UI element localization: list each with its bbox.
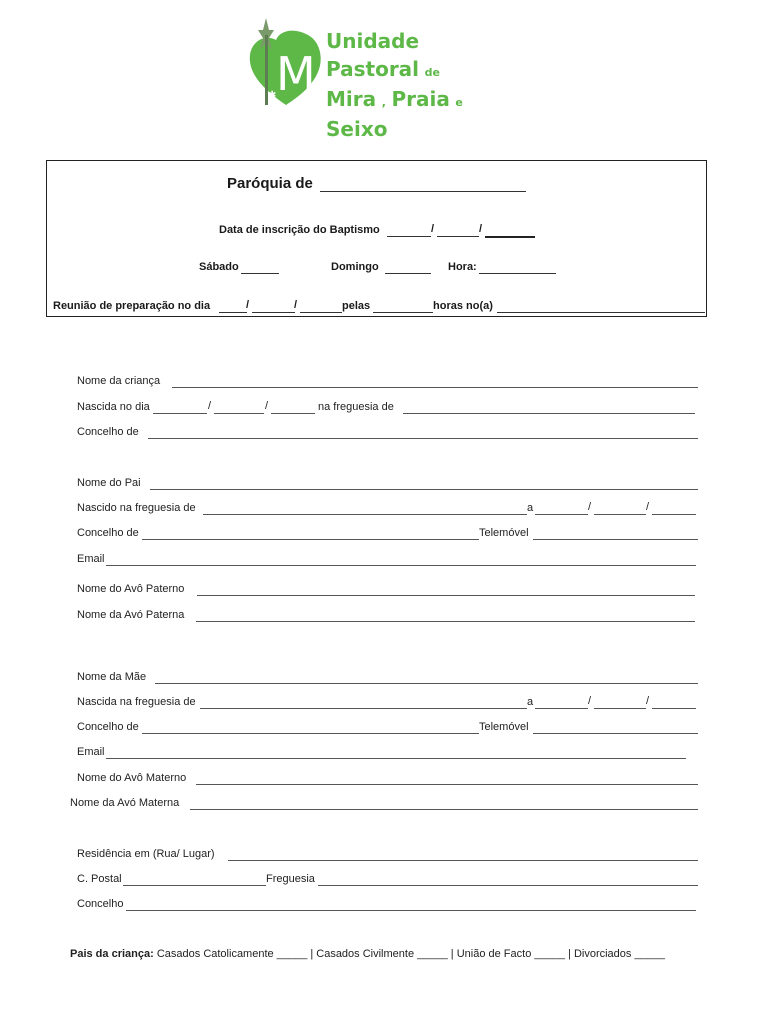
saturday-label: Sábado bbox=[199, 261, 239, 273]
mother-born-parish-field[interactable] bbox=[200, 708, 527, 709]
residence-field[interactable] bbox=[228, 860, 698, 861]
logo-line-pastoral: Pastoral bbox=[326, 57, 420, 81]
mother-email-field[interactable] bbox=[106, 758, 686, 759]
child-parish-label: na freguesia de bbox=[318, 401, 394, 413]
heart-logo-icon bbox=[246, 10, 326, 110]
sunday-field[interactable] bbox=[385, 273, 431, 274]
logo-place-mira: Mira bbox=[326, 87, 377, 111]
father-phone-label: Telemóvel bbox=[479, 527, 529, 539]
sunday-label: Domingo bbox=[331, 261, 379, 273]
meeting-at-label: pelas bbox=[342, 300, 371, 312]
meeting-hours-label: horas no(a) bbox=[433, 300, 493, 312]
meeting-time-field[interactable] bbox=[373, 312, 433, 313]
maternal-grandmother-label: Nome da Avó Materna bbox=[70, 797, 180, 809]
address-parish-field[interactable] bbox=[318, 885, 698, 886]
child-born-year-field[interactable] bbox=[271, 413, 315, 414]
status-option-civil[interactable]: | Casados Civilmente _____ bbox=[310, 948, 448, 960]
father-born-parish-label: Nascido na freguesia de bbox=[77, 502, 196, 514]
status-option-catholic[interactable]: Casados Catolicamente _____ bbox=[156, 948, 308, 960]
logo-sep: , bbox=[381, 96, 386, 109]
address-parish-label: Freguesia bbox=[266, 873, 315, 885]
logo-and: e bbox=[455, 96, 463, 109]
child-name-field[interactable] bbox=[172, 387, 698, 388]
parish-logo bbox=[246, 10, 516, 141]
baptism-header-box: Paróquia de Data de inscrição do Baptismo / / Sábado Domingo Hora: Reunião de preparação no dia / / pelas horas no(a) bbox=[46, 160, 707, 317]
status-option-union[interactable]: | União de Facto _____ bbox=[450, 948, 565, 960]
address-municipality-field[interactable] bbox=[126, 910, 696, 911]
father-municipality-label: Concelho de bbox=[77, 527, 139, 539]
child-municipality-field[interactable] bbox=[148, 438, 698, 439]
father-name-label: Nome do Pai bbox=[77, 477, 141, 489]
paternal-grandmother-field[interactable] bbox=[196, 621, 695, 622]
father-email-field[interactable] bbox=[106, 565, 696, 566]
child-parish-field[interactable] bbox=[403, 413, 695, 414]
mother-born-year-field[interactable] bbox=[652, 708, 696, 709]
mother-municipality-label: Concelho de bbox=[77, 721, 139, 733]
residence-label: Residência em (Rua/ Lugar) bbox=[77, 848, 215, 860]
postal-code-label: C. Postal bbox=[77, 873, 122, 885]
logo-star-icon: ✱ bbox=[268, 90, 277, 101]
hour-label: Hora: bbox=[448, 261, 477, 273]
mother-name-field[interactable] bbox=[155, 683, 698, 684]
child-municipality-label: Concelho de bbox=[77, 426, 139, 438]
mother-born-month-field[interactable] bbox=[594, 708, 646, 709]
meeting-month-field[interactable] bbox=[252, 312, 295, 313]
child-born-label: Nascida no dia bbox=[77, 401, 150, 413]
hour-field[interactable] bbox=[479, 273, 556, 274]
mother-born-parish-label: Nascida na freguesia de bbox=[77, 696, 196, 708]
logo-line-de: de bbox=[424, 66, 440, 79]
logo-wordmark bbox=[326, 28, 516, 144]
logo-place-seixo: Seixo bbox=[326, 117, 388, 141]
father-email-label: Email bbox=[77, 553, 105, 565]
parish-label: Paróquia de bbox=[227, 175, 313, 192]
maternal-grandmother-field[interactable] bbox=[190, 809, 698, 810]
logo-place-praia: Praia bbox=[391, 87, 450, 111]
paternal-grandmother-label: Nome da Avó Paterna bbox=[77, 609, 185, 621]
parents-status-row bbox=[70, 948, 665, 960]
father-born-month-field[interactable] bbox=[594, 514, 646, 515]
saturday-field[interactable] bbox=[241, 273, 279, 274]
father-born-day-field[interactable] bbox=[535, 514, 588, 515]
mother-phone-field[interactable] bbox=[533, 733, 698, 734]
registration-day-field[interactable] bbox=[387, 236, 431, 237]
maternal-grandfather-field[interactable] bbox=[196, 784, 698, 785]
meeting-year-field[interactable] bbox=[300, 312, 342, 313]
father-name-field[interactable] bbox=[150, 489, 698, 490]
parents-status-label: Pais da criança: bbox=[70, 948, 154, 960]
mother-email-label: Email bbox=[77, 746, 105, 758]
paternal-grandfather-field[interactable] bbox=[197, 595, 695, 596]
logo-line-unidade: Unidade bbox=[326, 29, 420, 53]
status-option-divorced[interactable]: | Divorciados _____ bbox=[568, 948, 666, 960]
address-municipality-label: Concelho bbox=[77, 898, 124, 910]
parish-field[interactable] bbox=[320, 191, 526, 192]
meeting-day-field[interactable] bbox=[219, 312, 247, 313]
meeting-label: Reunião de preparação no dia bbox=[53, 300, 211, 312]
mother-municipality-field[interactable] bbox=[142, 733, 479, 734]
meeting-place-field[interactable] bbox=[497, 312, 705, 313]
mother-born-day-field[interactable] bbox=[535, 708, 588, 709]
father-phone-field[interactable] bbox=[533, 539, 698, 540]
logo-monogram: M bbox=[276, 47, 316, 101]
father-born-parish-field[interactable] bbox=[203, 514, 527, 515]
child-born-month-field[interactable] bbox=[214, 413, 264, 414]
registration-year-field[interactable] bbox=[485, 236, 535, 238]
registration-date-label: Data de inscrição do Baptismo bbox=[219, 224, 380, 236]
father-municipality-field[interactable] bbox=[142, 539, 479, 540]
child-born-day-field[interactable] bbox=[153, 413, 207, 414]
child-name-label: Nome da criança bbox=[77, 375, 161, 387]
mother-phone-label: Telemóvel bbox=[479, 721, 529, 733]
mother-name-label: Nome da Mãe bbox=[77, 671, 147, 683]
father-born-year-field[interactable] bbox=[652, 514, 696, 515]
postal-code-field[interactable] bbox=[123, 885, 266, 886]
registration-month-field[interactable] bbox=[437, 236, 479, 237]
maternal-grandfather-label: Nome do Avô Materno bbox=[77, 772, 187, 784]
paternal-grandfather-label: Nome do Avô Paterno bbox=[77, 583, 185, 595]
